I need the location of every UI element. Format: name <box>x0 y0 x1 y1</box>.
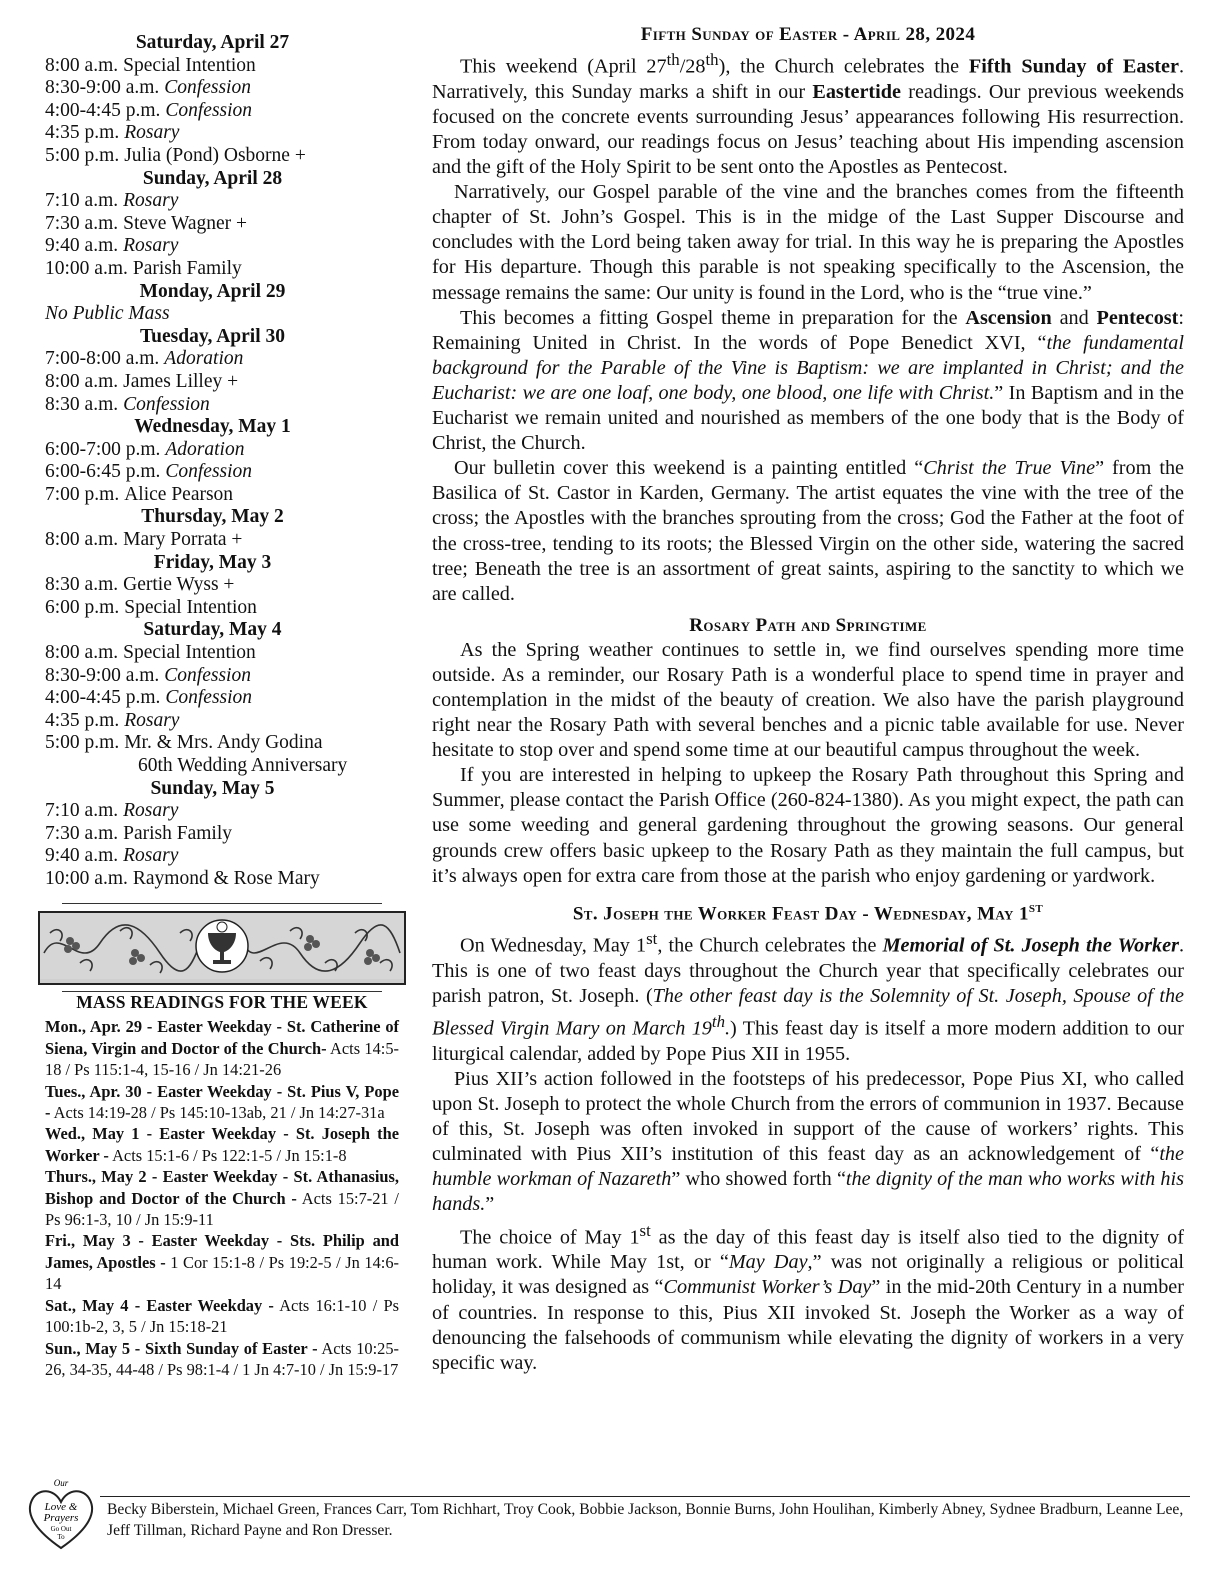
schedule-entry: 8:30 a.m. Confession <box>45 393 210 415</box>
chalice-vine-ornament-icon <box>38 911 406 985</box>
article-paragraph: Pius XII’s action followed in the footsteps of his predecessor, Pope Pius XI, who called upon St. Joseph to protect the whole Church from the errors of communion in 1937. Because of this, St. Joseph was often invoked in support of the cause of workers’ rights. This culminated with Pius XII’s institution of this feast day as an acknowledgement of “the humble workman of Nazareth” who showed forth “the dignity of the man who works with his hands.” <box>432 1068 1184 1216</box>
article-paragraph: As the Spring weather continues to settle in, we find ourselves spending more time outside. As a reminder, our Rosary Path is a wonderful place to spend time in prayer and contemplation in the midst of the beauty of creation. We also have the parish playground right near the Rosary Path with several benches and a picnic table available for use. Never hesitate to stop over and spend some time at our beautiful campus throughout the week. <box>432 638 1184 762</box>
schedule-entry: 10:00 a.m. Raymond & Rose Mary <box>45 867 320 889</box>
schedule-entry: 4:35 p.m. Rosary <box>45 122 180 144</box>
schedule-entry: 6:00 p.m. Special Intention <box>45 596 257 618</box>
mass-readings <box>45 992 399 1380</box>
logo-text: Go Out <box>50 1525 72 1533</box>
reading-item: Sun., May 5 - Sixth Sunday of Easter - Acts 10:25-26, 34-35, 44-48 / Ps 98:1-4 / 1 Jn 4:7-10 / Jn 15:9-17 <box>45 1338 399 1379</box>
article-title-rosary-path: Rosary Path and Springtime <box>689 614 927 636</box>
reading-item: Wed., May 1 - Easter Weekday - St. Joseph the Worker - Acts 15:1-6 / Ps 122:1-5 / Jn 15:1-8 <box>45 1124 399 1165</box>
schedule-entry: 7:30 a.m. Parish Family <box>45 822 233 844</box>
article-title-st-joseph: St. Joseph the Worker Feast Day - Wednesday, May 1st <box>572 898 1044 925</box>
schedule-entry: 7:30 a.m. Steve Wagner + <box>45 212 247 234</box>
article-title-fifth-sunday: Fifth Sunday of Easter - April 28, 2024 <box>640 24 976 45</box>
heart-icon <box>22 1478 100 1556</box>
schedule-entry: 8:30-9:00 a.m. Confession <box>45 664 251 686</box>
article-paragraph: Our bulletin cover this weekend is a painting entitled “Christ the True Vine” from the Basilica of St. Castor in Karden, Germany. The artist equates the vine with the tree of the cross; the Apostles with the branches sprouting from the cross; God the Father at the foot of the cross-tree, tending to its roots; the Blessed Virgin on the other side, watering the sacred tree; Beneath the tree is an assortment of great saints, aspiring to the sanctity to which we are called. <box>432 457 1185 605</box>
schedule-entry: 8:00 a.m. Special Intention <box>45 54 256 76</box>
reading-item: Fri., May 3 - Easter Weekday - Sts. Philip and James, Apostles - 1 Cor 15:1-8 / Ps 19:2-5 / Jn 14:6-14 <box>45 1231 399 1294</box>
schedule-entry: 8:00 a.m. Mary Porrata + <box>45 529 243 551</box>
schedule-entry: 4:00-4:45 p.m. Confession <box>45 99 253 121</box>
articles-column <box>432 22 1184 1376</box>
schedule-day-heading: Sunday, May 5 <box>150 777 275 799</box>
readings-title: MASS READINGS FOR THE WEEK <box>76 992 368 1012</box>
schedule-day-heading: Wednesday, May 1 <box>134 416 291 438</box>
reading-item: Thurs., May 2 - Easter Weekday - St. Athanasius, Bishop and Doctor of the Church - Acts 15:7-21 / Ps 96:1-3, 10 / Jn 15:9-11 <box>45 1167 399 1230</box>
article-paragraph: This weekend (April 27th/28th), the Church celebrates the Fifth Sunday of Easter. Narratively, this Sunday marks a shift in our Eastertide readings. Our previous weekends focused on the concrete events surrounding Jesus’ appearances following His resurrection. From today onward, our readings focus on Jesus’ teaching about His impending ascension and the gift of the Holy Spirit to be sent onto the Apostles as Pentecost. <box>432 50 1184 179</box>
schedule-day-heading: Friday, May 3 <box>153 551 272 573</box>
schedule-entry: 10:00 a.m. Parish Family <box>45 257 242 279</box>
article-paragraph: Narratively, our Gospel parable of the vine and the branches comes from the fifteenth chapter of St. John’s Gospel. This is in the midge of the Last Supper Discourse and concludes with the Lord being taken away for trial. In this way he is preparing the Apostles for His departure. Though this parable is not speaking specifically to the Ascension, the message remains the same: Our unity is found in the Lord, who is the “true vine.” <box>432 181 1184 304</box>
schedule-day-heading: Sunday, April 28 <box>142 167 283 189</box>
schedule-entry: 7:10 a.m. Rosary <box>45 800 179 822</box>
reading-item: Tues., Apr. 30 - Easter Weekday - St. Pius V, Pope - Acts 14:19-28 / Ps 145:10-13ab, 21 / Jn 14:27-31a <box>45 1081 399 1123</box>
schedule-day-heading: Thursday, May 2 <box>141 506 284 528</box>
schedule-entry: 9:40 a.m. Rosary <box>45 235 179 257</box>
logo-text: To <box>57 1533 65 1541</box>
mass-schedule <box>45 32 405 891</box>
schedule-day-heading: Tuesday, April 30 <box>139 325 286 347</box>
vine-pattern-icon <box>40 913 404 979</box>
schedule-entry: No Public Mass <box>45 303 170 325</box>
logo-text: Love & <box>44 1501 78 1513</box>
schedule-entry: 6:00-7:00 p.m. Adoration <box>45 438 245 460</box>
article-paragraph: If you are interested in helping to upkeep the Rosary Path throughout this Spring and Summer, please contact the Parish Office (260-824-1380). As you might expect, the path can use some weeding and general gardening throughout the growing seasons. Our general grounds crew offers basic upkeep to the Rosary Path as they maintain the full campus, but it’s always open for extra care from those at the parish who enjoy gardening or yardwork. <box>432 764 1184 887</box>
reading-item: Sat., May 4 - Easter Weekday - Acts 16:1-10 / Ps 100:1b-2, 3, 5 / Jn 15:18-21 <box>45 1295 399 1337</box>
schedule-entry: 8:00 a.m. Special Intention <box>45 642 256 664</box>
schedule-entry: 5:00 p.m. Julia (Pond) Osborne + <box>45 144 306 166</box>
schedule-entry: 7:10 a.m. Rosary <box>45 190 179 212</box>
schedule-entry: 4:00-4:45 p.m. Confession <box>45 687 253 709</box>
schedule-entry: 9:40 a.m. Rosary <box>45 845 179 867</box>
article-paragraph: This becomes a fitting Gospel theme in preparation for the Ascension and Pentecost: Remaining United in Christ. In the words of Pope Benedict XVI, “the fundamental background for the Parable of the Vine is Baptism: we are implanted in Christ; and the Eucharist: we are one loaf, one body, one blood, one life with Christ.” In Baptism and in the Eucharist we remain united and nourished as members of the one body that is the Body of Christ, the Church. <box>432 306 1185 455</box>
schedule-entry: 8:30 a.m. Gertie Wyss + <box>45 574 235 596</box>
footer-rule <box>100 1496 1190 1497</box>
prayer-list-names: Becky Biberstein, Michael Green, Frances Carr, Tom Richhart, Troy Cook, Bobbie Jackson, Bonnie Burns, John Houlihan, Kimberly Abney, Sydnee Bradburn, Leanne Lee, Jeff Tillman, Richard Payne and Ron Dresser. <box>107 1501 1184 1539</box>
logo-text: Prayers <box>43 1512 79 1524</box>
article-paragraph: The choice of May 1st as the day of this feast day is itself also tied to the dignity of human work. While May 1st, or “May Day,” was not originally a religious or political holiday, it was designed as “Communist Worker’s Day” in the mid-20th Century in a number of countries. In response to this, Pius XII invoked St. Joseph the Worker as a way of denouncing the falsehoods of communism while elevating the dignity of workers in a very specific way. <box>432 1220 1185 1374</box>
logo-text: Our <box>53 1478 69 1488</box>
schedule-entry: 8:30-9:00 a.m. Confession <box>45 77 251 99</box>
love-and-prayers-heart-logo <box>22 1478 100 1556</box>
reading-item: Mon., Apr. 29 - Easter Weekday - St. Catherine of Siena, Virgin and Doctor of the Church- Acts 14:5-18 / Ps 115:1-4, 15-16 / Jn 14:21-26 <box>45 1017 399 1080</box>
decorative-divider <box>38 903 406 992</box>
schedule-entry: 7:00 p.m. Alice Pearson <box>45 483 234 505</box>
schedule-day-heading: Saturday, May 4 <box>143 619 282 641</box>
schedule-entry: 7:00-8:00 a.m. Adoration <box>45 348 244 370</box>
article-paragraph: On Wednesday, May 1st, the Church celebrates the Memorial of St. Joseph the Worker. This is one of two feast days throughout the Church year that specifically celebrates our parish patron, St. Joseph. (The other feast day is the Solemnity of St. Joseph, Spouse of the Blessed Virgin Mary on March 19th.) This feast day is itself a more modern addition to our liturgical calendar, added by Pope Pius XII in 1955. <box>432 929 1184 1065</box>
divider-line <box>62 903 382 904</box>
schedule-day-heading: Saturday, April 27 <box>135 32 290 53</box>
schedule-entry: 5:00 p.m. Mr. & Mrs. Andy Godina 60th Wedding Anniversary <box>45 732 348 776</box>
schedule-entry: 4:35 p.m. Rosary <box>45 709 180 731</box>
schedule-entry: 6:00-6:45 p.m. Confession <box>45 461 253 483</box>
schedule-day-heading: Monday, April 29 <box>139 280 286 302</box>
schedule-entry: 8:00 a.m. James Lilley + <box>45 370 239 392</box>
